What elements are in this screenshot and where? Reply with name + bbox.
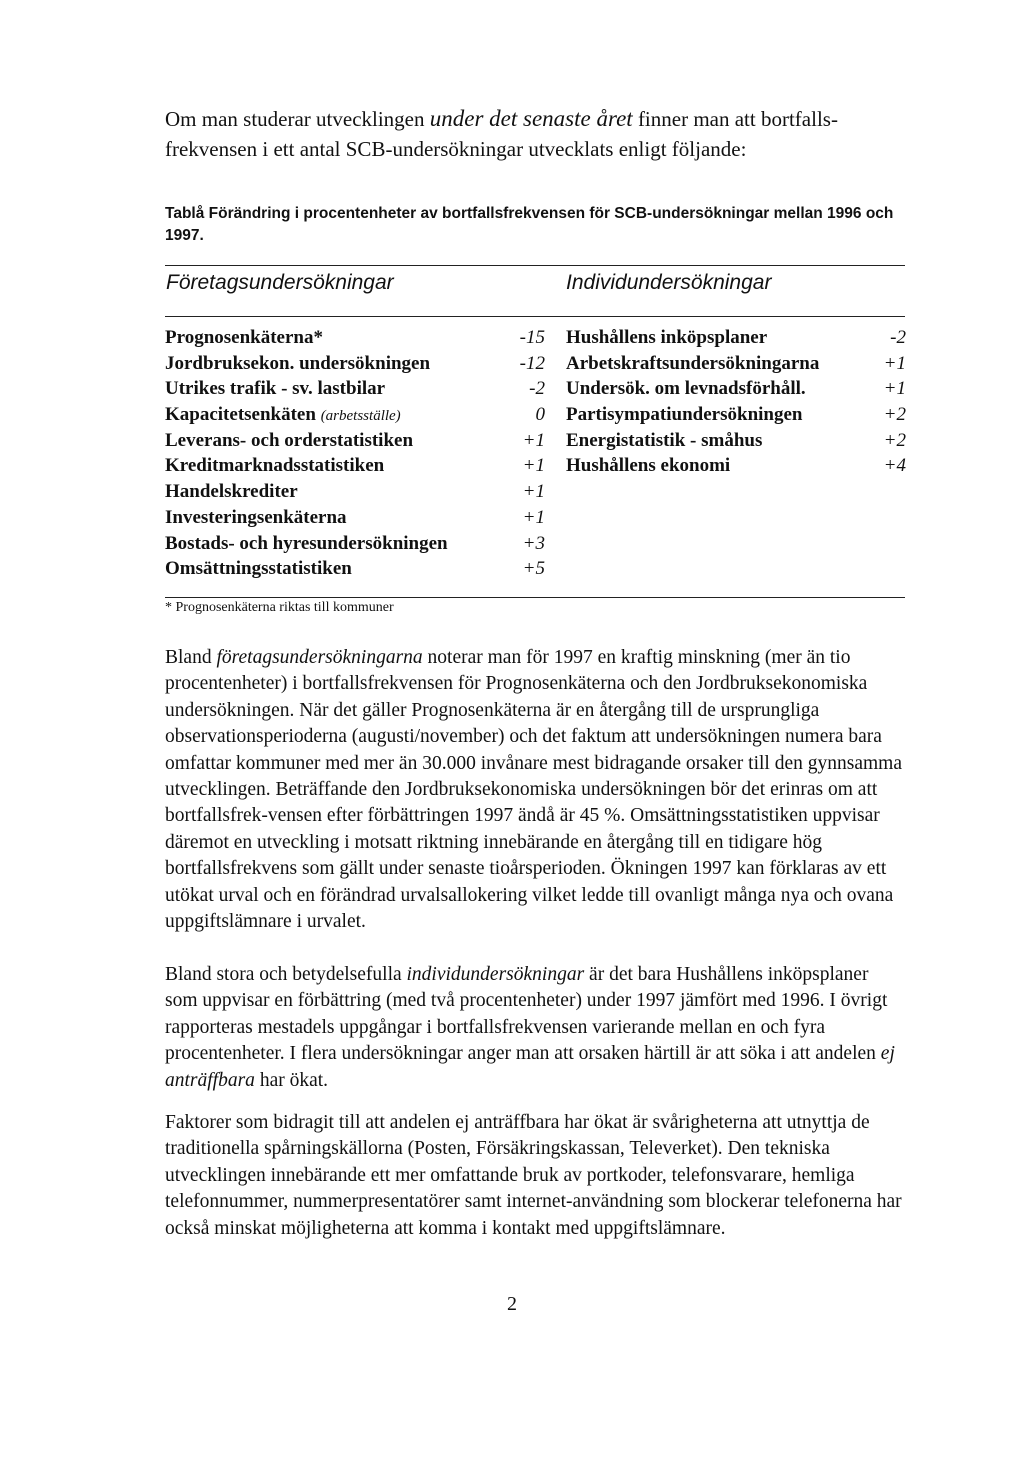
- table-row: [165, 428, 545, 454]
- row-label: Kapacitetsenkäten: [165, 404, 321, 426]
- p1-pre: Bland: [165, 647, 217, 668]
- paragraph-company-surveys: [165, 645, 905, 935]
- table-row: [165, 453, 545, 479]
- paragraph-individual-surveys: [165, 962, 905, 1094]
- table-header-rule: [165, 316, 905, 317]
- table-row: [566, 376, 906, 402]
- row-label: Bostads- och hyresundersökningen: [165, 532, 448, 554]
- row-value: -15: [519, 327, 545, 348]
- table-row: [566, 402, 906, 428]
- row-value: -12: [519, 352, 545, 374]
- table-row: [165, 531, 545, 557]
- intro-emphasis: under det senaste året: [429, 106, 633, 131]
- table-row: [566, 325, 906, 351]
- table-row: [165, 556, 545, 582]
- table-row: [165, 479, 545, 505]
- row-label: Kreditmarknadsstatistiken: [165, 455, 385, 477]
- row-value: +1: [522, 455, 545, 477]
- row-label: Hushållens ekonomi: [566, 455, 731, 477]
- p1-emphasis: företagsundersökningarna: [216, 647, 423, 668]
- row-value: +1: [883, 378, 906, 400]
- row-value: +1: [522, 429, 545, 451]
- row-label: Energistatistik - småhus: [566, 429, 763, 451]
- row-label: Leverans- och orderstatistiken: [165, 429, 414, 451]
- p2-emphasis-2: ej anträffbara: [165, 1043, 895, 1091]
- right-column-heading: Individundersökningar: [566, 271, 772, 294]
- row-label: Omsättningsstatistiken: [165, 558, 352, 580]
- intro-text-pre: Om man studerar utvecklingen: [165, 107, 430, 131]
- p2-mid: är det bara Hushållens inköpsplaner som uppvisar en förbättring (med två procentenheter) under 1997 jämfört med 1996. I övrigt rapporteras mestadels uppgångar i bortfallsfrekvensen varierande mellan en och fyra procentenheter. I flera undersökningar anger man att orsaken härtill är att söka i att andelen: [165, 964, 888, 1065]
- row-label: Investeringsenkäterna: [165, 506, 347, 528]
- intro-text-post: finner man att bortfalls-frekvensen i ett antal SCB-undersökningar utvecklats enligt följande:: [165, 107, 838, 161]
- table-row: [566, 453, 906, 479]
- individual-survey-table: [566, 325, 906, 479]
- table-row: [165, 402, 545, 428]
- table-row: [165, 325, 545, 351]
- row-value: +1: [883, 352, 906, 374]
- left-column-heading: Företagsundersökningar: [166, 271, 394, 294]
- row-value: +1: [522, 506, 545, 528]
- row-label: Prognosenkäterna*: [165, 327, 323, 348]
- intro-paragraph: [165, 104, 905, 164]
- row-label: Handelskrediter: [165, 481, 298, 503]
- p2-emphasis-1: individundersökningar: [406, 964, 585, 985]
- row-value: -2: [529, 378, 545, 400]
- p2-post: har ökat.: [254, 1069, 329, 1091]
- row-label: Utrikes trafik - sv. lastbilar: [165, 378, 386, 400]
- page-number: 2: [507, 1293, 517, 1315]
- row-label: Partisympatiundersökningen: [566, 404, 803, 426]
- company-survey-table: [165, 325, 545, 582]
- row-label: Hushållens inköpsplaner: [566, 327, 768, 348]
- table-row: [566, 351, 906, 377]
- table-row: [165, 376, 545, 402]
- table-row: [165, 351, 545, 377]
- table-top-rule: [165, 265, 905, 266]
- row-label: Undersök. om levnadsförhåll.: [566, 378, 806, 400]
- p2-pre: Bland stora och betydelsefulla: [165, 964, 407, 985]
- row-sublabel: (arbetsställe): [320, 408, 401, 425]
- row-label: Arbetskraftsundersökningarna: [566, 352, 820, 374]
- row-label: Jordbruksekon. undersökningen: [165, 352, 431, 374]
- row-value: +3: [522, 532, 545, 554]
- table-row: [165, 505, 545, 531]
- row-value: -2: [890, 327, 906, 348]
- table-row: [566, 428, 906, 454]
- table-footnote: * Prognosenkäterna riktas till kommuner: [165, 600, 394, 615]
- table-bottom-rule: [165, 597, 905, 598]
- row-value: +2: [883, 429, 906, 451]
- table-caption: Tablå Förändring i procentenheter av bortfallsfrekvensen för SCB-undersökningar mellan 1996 och 1997.: [165, 205, 894, 244]
- paragraph-factors: Faktorer som bidragit till att andelen ej anträffbara har ökat är svårigheterna att utnyttja de traditionella spårningskällorna (Posten, Försäkringskassan, Televerket). Den tekniska utvecklingen innebärande ett mer omfattande bruk av portkoder, telefonsvarare, hemliga telefonnummer, nummerpresentatörer samt internet-användning som blockerar telefonerna har också minskat möjligheterna att komma i kontakt med uppgiftslämnare.: [165, 1112, 902, 1239]
- row-value: +4: [883, 455, 906, 477]
- row-value: +1: [522, 481, 545, 503]
- row-value: +5: [522, 558, 545, 580]
- p1-post: noterar man för 1997 en kraftig minskning (mer än tio procentenheter) i bortfallsfrekvensen för Prognosenkäterna och den Jordbruksekonomiska undersökningen. När det gäller Prognosenkäterna är en återgång till de ursprungliga observationsperioderna (augusti/november) och det faktum att undersökningen numera bara omfattar kommuner med mer än 30.000 invånare mest bidragande orsaker till den gynnsamma utvecklingen. Beträffande den Jordbruksekonomiska undersökningen bör det erinras om att bortfallsfrek-vensen efter förbättringen 1997 ändå är 45 %. Omsättningsstatistiken uppvisar däremot en utveckling i motsatt riktning innebärande en återgång till en tidigare hög bortfallsfrekvens som gällt under senaste tioårsperioden. Ökningen 1997 kan förklaras av ett utökat urval och en förändrad urvalsallokering vilket ledde till ovanligt många nya och ovana uppgiftslämnare i urvalet.: [165, 647, 902, 933]
- row-value: 0: [535, 404, 545, 426]
- row-value: +2: [883, 404, 906, 426]
